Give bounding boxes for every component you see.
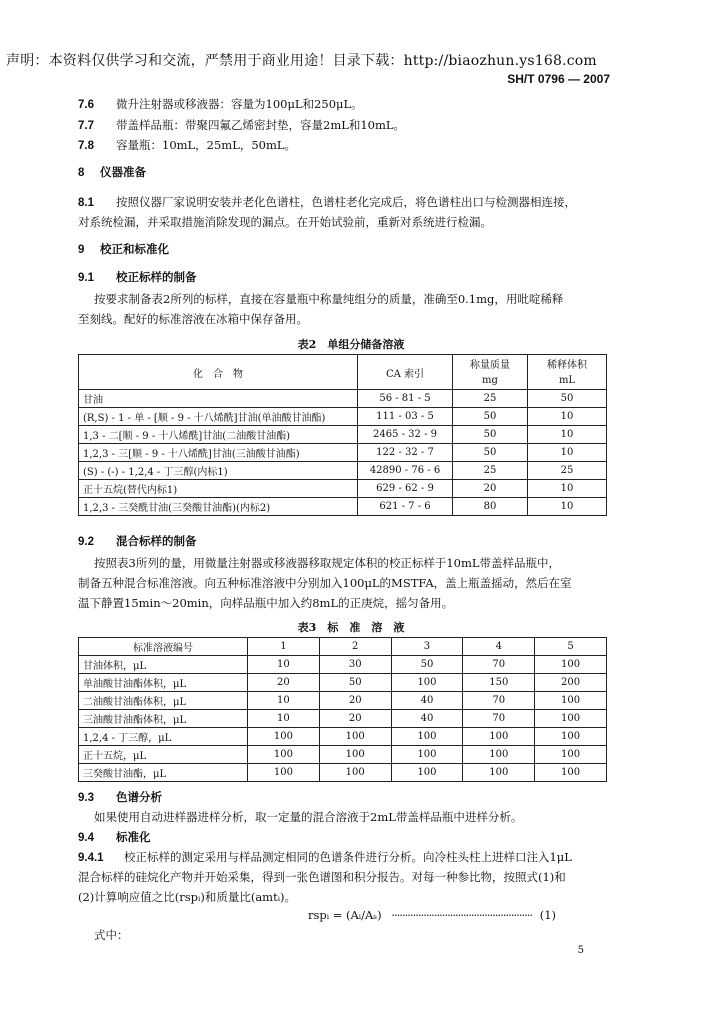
para-9-4-1-line1 xyxy=(78,850,572,865)
table-cell: 25 xyxy=(453,390,528,408)
table-row xyxy=(79,692,607,710)
table-cell: 122 - 32 - 7 xyxy=(358,444,453,462)
table-row xyxy=(79,764,607,782)
table-cell: 10 xyxy=(528,408,607,426)
table-cell: 正十五烷，μL xyxy=(79,746,248,764)
copyright-notice: 声明：本资料仅供学习和交流，严禁用于商业用途！目录下载：http://biaozhun.ys168.com xyxy=(6,53,597,69)
table-cell: 70 xyxy=(463,692,535,710)
table-cell: 25 xyxy=(528,462,607,480)
table-cell: 1,2,3 - 三[顺 - 9 - 十八烯酰]甘油(三油酸甘油酯) xyxy=(79,444,358,462)
table-cell: 100 xyxy=(319,728,391,746)
table-cell: 100 xyxy=(319,746,391,764)
table-cell: 100 xyxy=(463,728,535,746)
table-row xyxy=(79,390,607,408)
section-9-heading xyxy=(78,242,169,257)
section-number: 9.1 xyxy=(78,272,94,284)
table-row xyxy=(79,710,607,728)
table-cell: 100 xyxy=(248,728,320,746)
formula-leader: ····················································· xyxy=(391,908,533,922)
section-number: 9.4 xyxy=(78,832,94,844)
table-row xyxy=(79,426,607,444)
section-title: 混合标样的制备 xyxy=(116,534,197,548)
section-number: 8.1 xyxy=(78,197,94,209)
table-cell: 100 xyxy=(391,728,463,746)
table-cell: 1,2,3 - 三癸酰甘油(三癸酸甘油酯)(内标2) xyxy=(79,498,358,516)
table-cell: 100 xyxy=(391,746,463,764)
table-cell: 100 xyxy=(535,656,607,674)
para-9-2-line3: 温下静置15min～20min，向样品瓶中加入约8mL的正庚烷，摇匀备用。 xyxy=(78,596,454,610)
table-cell: 100 xyxy=(535,746,607,764)
table-row xyxy=(79,480,607,498)
item-number: 7.8 xyxy=(78,140,94,152)
table-row xyxy=(79,746,607,764)
para-9-2-line1: 按照表3所列的量，用微量注射器或移液器移取规定体积的校正标样于10mL带盖样品瓶中， xyxy=(94,556,560,570)
section-number: 8 xyxy=(78,167,85,179)
formula-expression: rspᵢ = (Aᵢ/Aₛ) xyxy=(308,908,382,922)
table-cell: 100 xyxy=(463,764,535,782)
table-cell: 20 xyxy=(248,674,320,692)
table-cell: 100 xyxy=(248,746,320,764)
standard-number: SH/T 0796 — 2007 xyxy=(507,72,610,86)
item-text: 容量瓶：10mL，25mL，50mL。 xyxy=(116,138,297,152)
table-row xyxy=(79,444,607,462)
table-cell: 50 xyxy=(528,390,607,408)
table-cell: 20 xyxy=(319,710,391,728)
table3 xyxy=(78,637,607,782)
section-title: 校正标样的制备 xyxy=(116,270,197,284)
where-label: 式中： xyxy=(94,928,129,942)
table-cell: 单油酸甘油酯体积，μL xyxy=(79,674,248,692)
section-number: 9 xyxy=(78,244,85,256)
table-cell: 150 xyxy=(463,674,535,692)
table-row xyxy=(79,408,607,426)
table-cell: 70 xyxy=(463,656,535,674)
table-cell: 10 xyxy=(528,444,607,462)
table-row xyxy=(79,462,607,480)
table3-header: 4 xyxy=(463,638,535,656)
table3-header: 5 xyxy=(535,638,607,656)
table2-header-mass: 称量质量 xyxy=(453,355,528,373)
table-row xyxy=(79,498,607,516)
table-cell: 50 xyxy=(319,674,391,692)
table-cell: (S) - (-) - 1,2,4 - 丁三醇(内标1) xyxy=(79,462,358,480)
table-cell: 100 xyxy=(535,728,607,746)
table2-header-mass-unit: mg xyxy=(453,372,528,390)
table-cell: 629 - 62 - 9 xyxy=(358,480,453,498)
table-cell: 正十五烷(替代内标1) xyxy=(79,480,358,498)
table-cell: 100 xyxy=(391,674,463,692)
table-cell: 20 xyxy=(319,692,391,710)
table-row xyxy=(79,656,607,674)
para-9-4-1-line2: 混合标样的硅烷化产物并开始采集，得到一张色谱图和积分报告。对每一种参比物，按照式(1)和 xyxy=(78,870,566,884)
table-cell: (R,S) - 1 - 单 - [顺 - 9 - 十八烯酰]甘油(单油酸甘油酯) xyxy=(79,408,358,426)
table-cell: 甘油体积，μL xyxy=(79,656,248,674)
table-cell: 2465 - 32 - 9 xyxy=(358,426,453,444)
table2-caption: 表2 单组分储备溶液 xyxy=(297,338,405,351)
section-number: 9.3 xyxy=(78,792,94,804)
item-7-8 xyxy=(78,138,296,153)
section-title: 仪器准备 xyxy=(100,165,146,179)
table-cell: 20 xyxy=(453,480,528,498)
item-7-7 xyxy=(78,118,405,133)
table3-header: 3 xyxy=(391,638,463,656)
para-text: 按照仪器厂家说明安装并老化色谱柱，色谱柱老化完成后，将色谱柱出口与检测器相连接， xyxy=(116,195,576,209)
section-number: 9.4.1 xyxy=(78,852,104,864)
table-cell: 100 xyxy=(463,746,535,764)
para-8-1-line1 xyxy=(78,195,576,210)
section-9-4-heading xyxy=(78,830,151,845)
para-8-1-line2: 对系统检漏，并采取措施消除发现的漏点。在开始试验前，重新对系统进行检漏。 xyxy=(78,215,492,229)
table-cell: 50 xyxy=(453,444,528,462)
table3-header: 1 xyxy=(248,638,320,656)
table-cell: 1,3 - 二[顺 - 9 - 十八烯酰]甘油(二油酸甘油酯) xyxy=(79,426,358,444)
table3-header: 2 xyxy=(319,638,391,656)
para-9-2-line2: 制备五种混合标准溶液。向五种标准溶液中分别加入100μL的MSTFA，盖上瓶盖摇动，然后在室 xyxy=(78,576,572,590)
table-cell: 10 xyxy=(528,498,607,516)
table-cell: 100 xyxy=(535,710,607,728)
section-title: 标准化 xyxy=(116,830,151,844)
table-cell: 50 xyxy=(453,408,528,426)
item-text: 带盖样品瓶：带聚四氟乙烯密封垫，容量2mL和10mL。 xyxy=(116,118,406,132)
table-cell: 25 xyxy=(453,462,528,480)
para-9-1-line1: 按要求制备表2所列的标样，直接在容量瓶中称量纯组分的质量，准确至0.1mg，用吡啶稀释 xyxy=(94,292,564,306)
table-cell: 111 - 03 - 5 xyxy=(358,408,453,426)
table-cell: 三油酸甘油酯体积，μL xyxy=(79,710,248,728)
formula-1 xyxy=(308,908,556,922)
table2-header-vol-unit: mL xyxy=(528,372,607,390)
section-9-1-heading xyxy=(78,270,197,285)
table-cell: 100 xyxy=(535,764,607,782)
table-cell: 100 xyxy=(391,764,463,782)
table-cell: 二油酸甘油酯体积，μL xyxy=(79,692,248,710)
item-text: 微升注射器或移液器：容量为100μL和250μL。 xyxy=(116,97,363,111)
para-text: 校正标样的测定采用与样品测定相同的色谱条件进行分析。向冷柱头柱上进样口注入1μL xyxy=(124,850,572,864)
table2-header-cas: CA 索引 xyxy=(358,355,453,390)
para-9-4-1-line3: (2)计算响应值之比(rspᵢ)和质量比(amtᵢ)。 xyxy=(78,890,297,904)
formula-number: (1) xyxy=(539,908,557,922)
section-8-heading xyxy=(78,165,146,180)
table-cell: 100 xyxy=(319,764,391,782)
table-cell: 甘油 xyxy=(79,390,358,408)
table-cell: 80 xyxy=(453,498,528,516)
table-cell: 100 xyxy=(248,764,320,782)
table-cell: 三癸酸甘油酯，μL xyxy=(79,764,248,782)
table-cell: 10 xyxy=(528,480,607,498)
section-title: 校正和标准化 xyxy=(100,242,169,256)
table3-caption: 表3 标 准 溶 液 xyxy=(297,621,405,634)
table-row xyxy=(79,674,607,692)
section-number: 9.2 xyxy=(78,536,94,548)
table-cell: 40 xyxy=(391,710,463,728)
table-cell: 50 xyxy=(453,426,528,444)
table-cell: 70 xyxy=(463,710,535,728)
page-number: 5 xyxy=(577,945,584,956)
item-number: 7.7 xyxy=(78,120,94,132)
section-9-3-heading xyxy=(78,790,162,805)
table-cell: 621 - 7 - 6 xyxy=(358,498,453,516)
item-number: 7.6 xyxy=(78,99,94,111)
item-7-6 xyxy=(78,97,363,112)
para-9-3-line1: 如果使用自动进样器进样分析，取一定量的混合溶液于2mL带盖样品瓶中进样分析。 xyxy=(94,810,523,824)
table-cell: 42890 - 76 - 6 xyxy=(358,462,453,480)
table-cell: 40 xyxy=(391,692,463,710)
para-9-1-line2: 至刻线。配好的标准溶液在冰箱中保存备用。 xyxy=(78,312,308,326)
table-row xyxy=(79,728,607,746)
table-cell: 10 xyxy=(248,692,320,710)
section-9-2-heading xyxy=(78,534,197,549)
table2 xyxy=(78,354,607,516)
table-cell: 1,2,4 - 丁三醇，μL xyxy=(79,728,248,746)
table-cell: 10 xyxy=(248,710,320,728)
table-cell: 100 xyxy=(535,692,607,710)
table-cell: 56 - 81 - 5 xyxy=(358,390,453,408)
table3-header: 标准溶液编号 xyxy=(79,638,248,656)
table-cell: 10 xyxy=(528,426,607,444)
table-cell: 200 xyxy=(535,674,607,692)
table-cell: 30 xyxy=(319,656,391,674)
table-cell: 50 xyxy=(391,656,463,674)
table2-header-vol: 稀释体积 xyxy=(528,355,607,373)
table2-header-compound: 化 合 物 xyxy=(79,355,358,390)
section-title: 色谱分析 xyxy=(116,790,162,804)
table-cell: 10 xyxy=(248,656,320,674)
